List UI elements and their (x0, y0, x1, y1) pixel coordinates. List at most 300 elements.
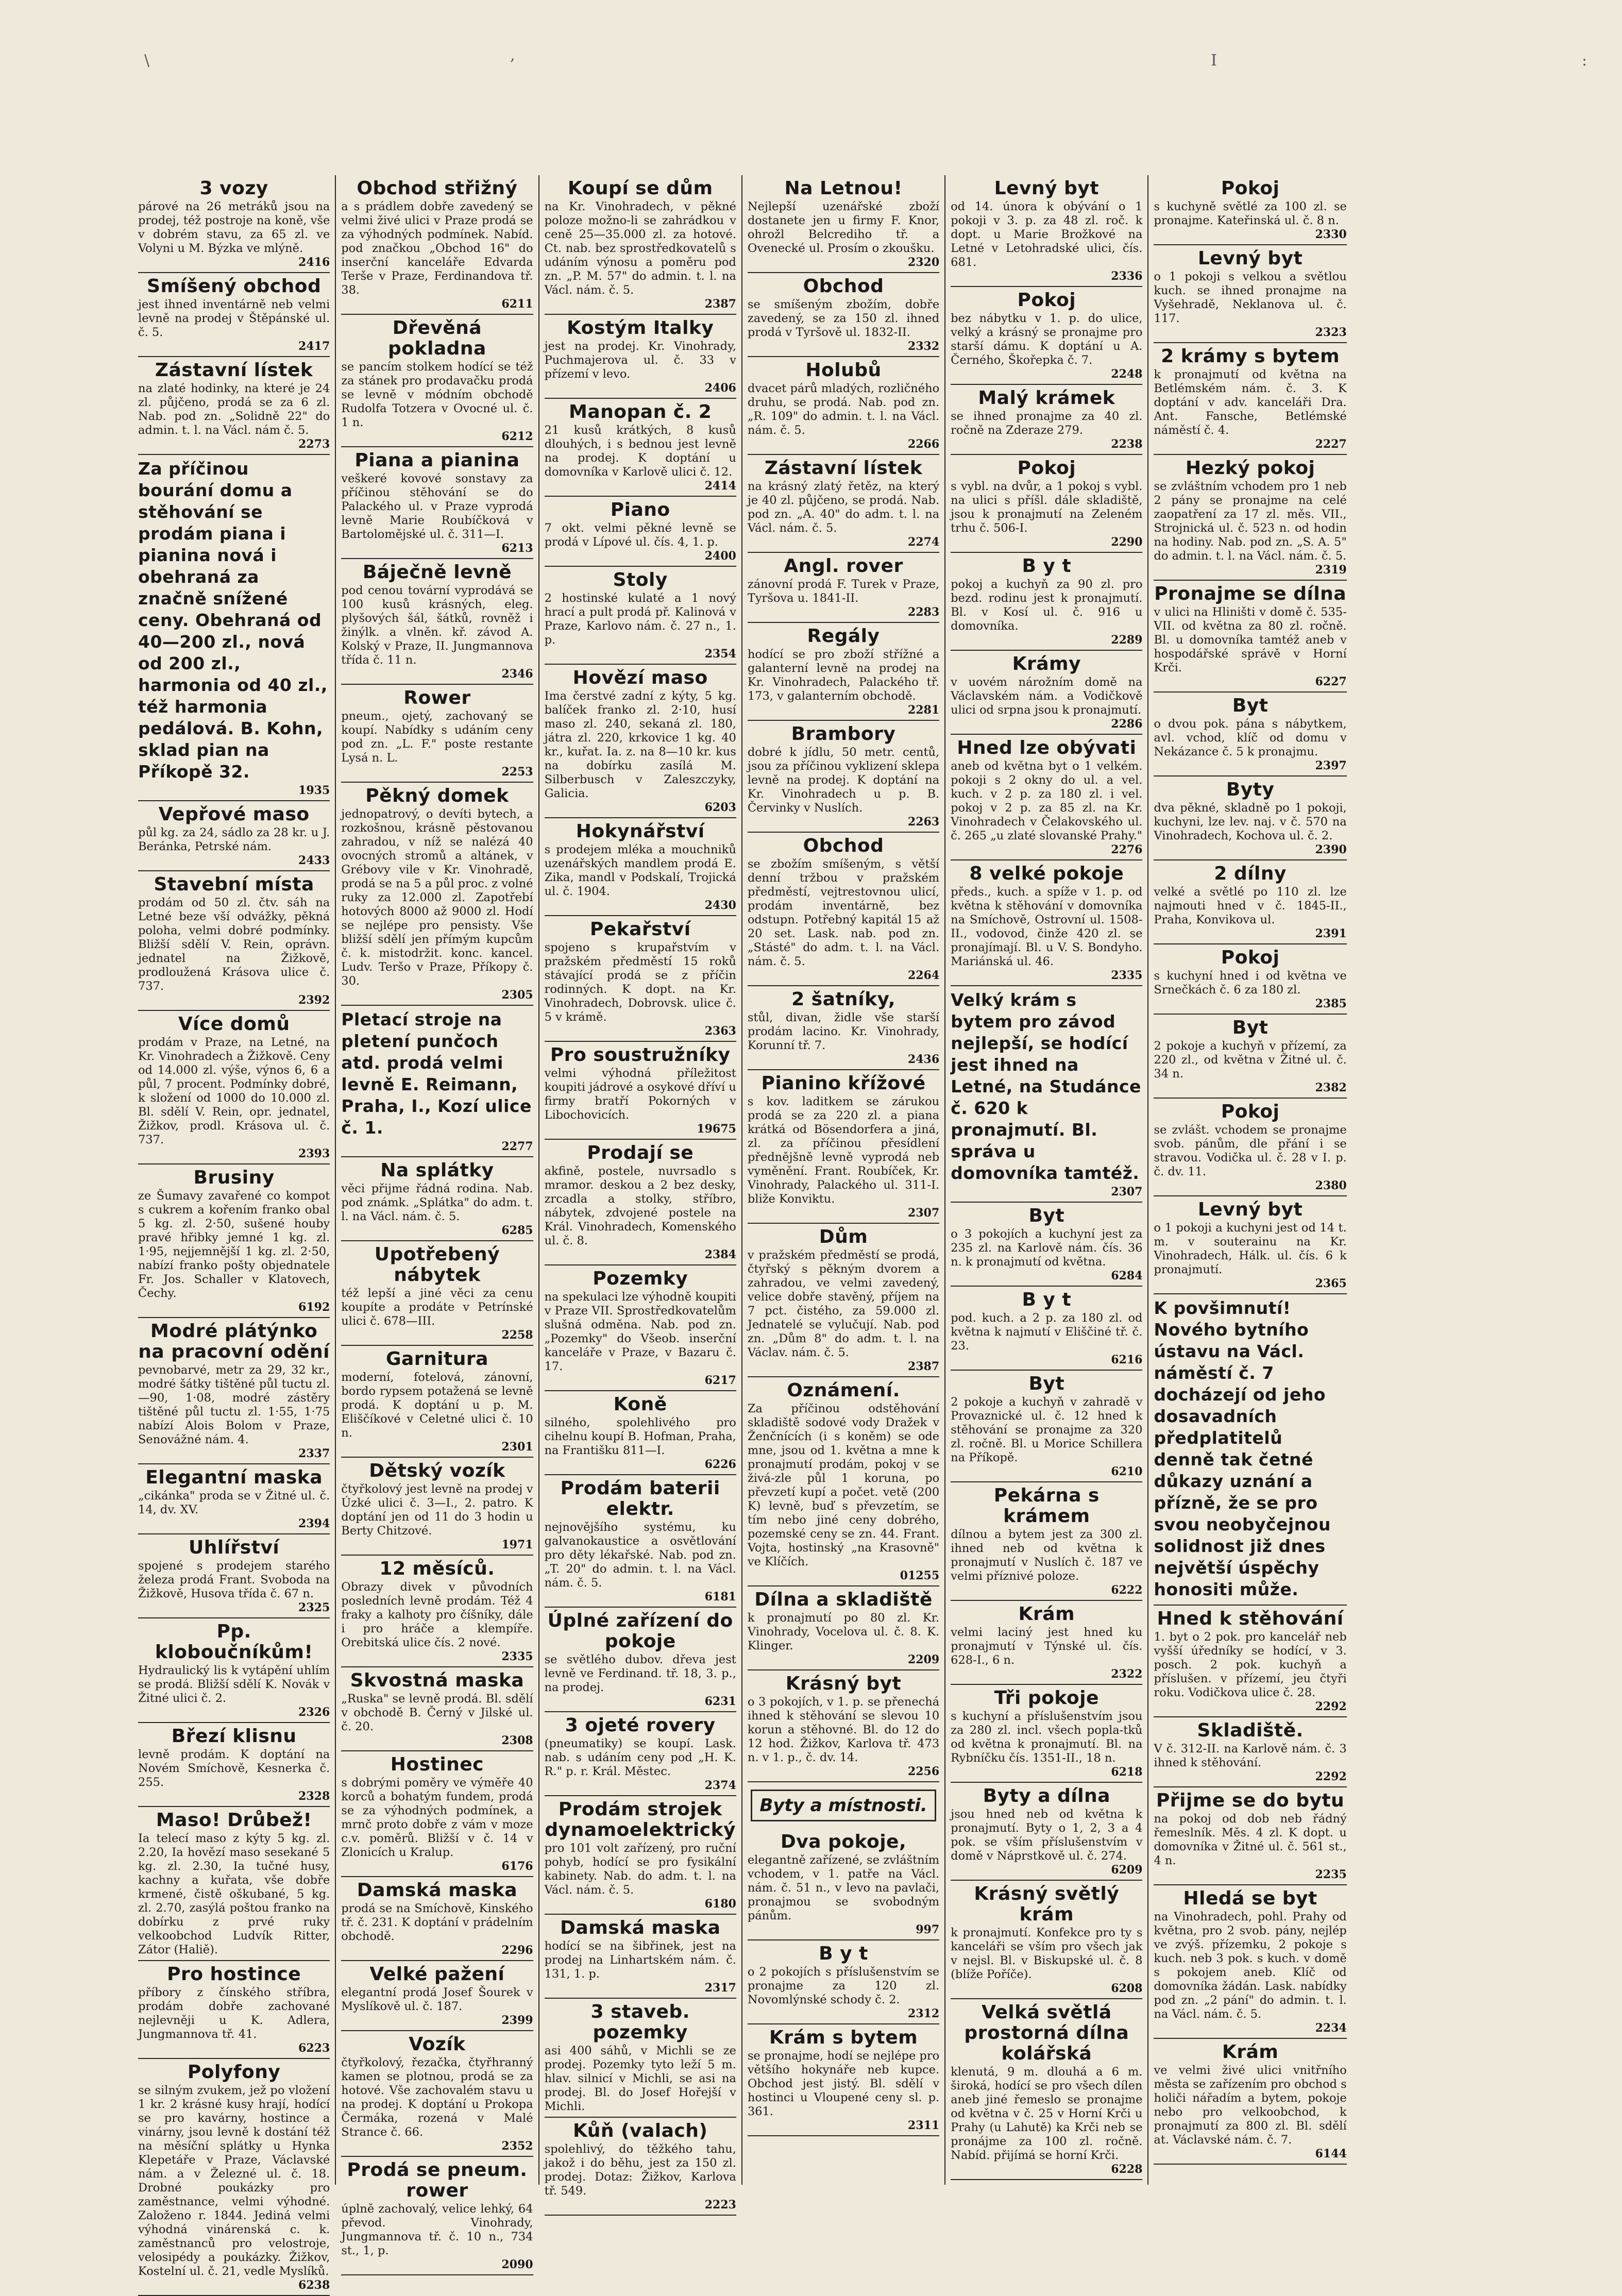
ad-code: 2397 (1315, 759, 1347, 772)
ad-title: Skladiště. (1197, 1720, 1304, 1741)
ad-text: k pronajmutí od května na Betlémském nám. č. 3. K doptání v adv. kanceláři Dra. Ant. Fansche, Betlémské náměstí č. 4. (1154, 368, 1347, 437)
classified-ad (951, 1203, 1142, 1287)
ad-text: aneb od května byt o 1 velkém. pokoji s 2 okny do ul. a vel. kuch. v 2 p. za 180 zl. i vel. pokoj v 2 p. za 85 zl. na Kr. Vinohradech v Čelakovského ul. č. 265 „u zlaté slovanské Prahy." (951, 759, 1143, 842)
classified-ad (1154, 1787, 1346, 1885)
ad-text: na zlaté hodinky, na které je 24 zl. půjčeno, prodá se za 6 zl. Nab. pod zn. „Solidně 22" do admin. t. l. na Václ. nám č. 5. (138, 382, 330, 437)
ad-code: 2286 (1111, 717, 1143, 731)
ad-text: se ihned pronajme za 40 zl. ročně na Zderaze 279. (951, 410, 1143, 437)
ad-title: Holubů (805, 360, 882, 381)
classified-ad (545, 665, 736, 818)
ad-code: 2307 (907, 1206, 940, 1220)
classified-ad (138, 801, 330, 871)
ad-code: 6144 (1315, 2147, 1347, 2160)
ad-code: 6217 (704, 1374, 736, 1387)
classified-ad (951, 1482, 1142, 1601)
ad-code: 2391 (1315, 927, 1347, 940)
ad-text: párové na 26 metráků jsou na prodej, též postroje na koně, vše v dobrém stavu, za 65 zl. ve Volyni u M. Býzka ve mlýně. (138, 200, 330, 255)
ad-text: o dvou pok. pána s nábytkem, avl. vchod, klíč od domu v Nekázance č. 5 k pronajmu. (1154, 717, 1347, 758)
ad-title: Vepřové maso (158, 804, 310, 825)
ad-code: 2385 (1315, 997, 1347, 1010)
ad-title: Prodám baterii elektr. (560, 1478, 720, 1520)
ad-text: klenutá, 9 m. dlouhá a 6 m. široká, hodící se pro všech dílen aneb jiné řemeslo se pronajme od května v č. 25 v Horní Krči u Prahy (u Lahutě) ka Krči neb se pronájme za 100 zl. ročně. Nabíd. přijímá se horní Krči. (951, 2065, 1143, 2162)
ad-code: 2263 (907, 815, 940, 829)
ad-title: Velká světlá prostorná dílna kolářská (964, 2002, 1129, 2064)
ad-code: 2325 (298, 1601, 330, 1614)
classified-ad (951, 175, 1142, 287)
ad-code: 2330 (1315, 228, 1347, 241)
ad-text: „cikánka" proda se v Žitné ul. č. 14, dv. XV. (138, 1489, 330, 1516)
ad-title: Úplné zařízení do pokoje (547, 1610, 733, 1652)
ad-text: se zvlášt. vchodem se pronajme svob. pánům, dle přání i se stravou. Vodička ul. č. 28 v I. p. č. dv. 11. (1154, 1123, 1347, 1178)
ad-title: Kůň (valach) (573, 2120, 708, 2141)
ad-title: Na splátky (380, 1160, 494, 1181)
ad-code: 2336 (1111, 269, 1143, 283)
ad-code: 2346 (501, 667, 533, 681)
ad-code: 2374 (704, 1779, 736, 1792)
ad-code: 2258 (501, 1328, 533, 1342)
ad-title: Byty (1226, 779, 1275, 800)
ad-text: čtyřkolový jest levně na prodej v Úzké ulici č. 3—I., 2. patro. K doptání jen od 11 do 3 hodin u Berty Chitzové. (341, 1482, 533, 1538)
classified-ad (341, 685, 533, 783)
ad-text: veškeré kovové sonstavy za příčinou stěhování se do Palackého ul. v Praze vyprodá levně Marie Roubíčková v Bartolomějské ul. č. 311—I. (341, 472, 533, 541)
ad-code: 2387 (907, 1360, 940, 1373)
ad-code: 2283 (907, 605, 940, 619)
ad-text: zánovní prodá F. Turek v Praze, Tyršova u. 1841-II. (747, 578, 940, 605)
classified-ad (545, 1796, 736, 1915)
classified-ad (341, 1241, 533, 1346)
classified-ad (341, 1877, 533, 1961)
classified-ad (341, 1556, 533, 1667)
section-heading: Byty a místnosti. (751, 1789, 936, 1821)
classified-ad (1154, 860, 1346, 944)
ad-text: půl kg. za 24, sádlo za 28 kr. u J. Beránka, Petrské nám. (138, 826, 330, 853)
ad-text: v uovém nárožním domě na Václavském nám. a Vodičkově ulici od srpna jsou k pronajmutí. (951, 676, 1143, 717)
classified-ad (138, 1961, 330, 2059)
ad-text: prodám v Praze, na Letné, na Kr. Vinohradech a Žižkově. Ceny od 14.000 zl. výše, výnos 6, 6 a půl, 7 procent. Podmínky dobré, k složení od 1000 do 10.000 zl. Bl. sdělí V. Rein, opr. jednatel, Žižkov, prodl. Krásova ul. č. 737. (138, 1036, 330, 1146)
ad-text: se zbožím smíšeným, s větší denní tržbou v pražském předměstí, vejtrestovnou ulicí, prodám inventárně, bez odstupn. Potřebný kapitál 15 až 20 set. Lask. nab. pod zn. „Stásté" do adm. t. l. na Václ. nám. č. 5. (747, 857, 940, 968)
ad-text: s kuchyní a příslušenstvím jsou za 280 zl. incl. všech popla-tků od května k pronajmutí. Bl. na Rybníčku čís. 1351-II., 18 n. (951, 1710, 1143, 1765)
ad-text: Obrazy divek v původních posledních levně prodám. Též 4 fraky a kalhoty pro číšníky, dále i pro hráče a klempíře. Orebitská ulice čís. 2 nové. (341, 1580, 533, 1649)
ad-text: k pronajmutí. Konfekce pro ty s kanceláři se vším pro všech jak v nejsl. Bl. v Biskupské ul. č. 8 (blíže Poříče). (951, 1926, 1143, 1981)
classified-ad (748, 357, 939, 455)
classified-ad (545, 497, 736, 567)
ad-title: Obchod (803, 835, 884, 856)
ad-code: 2238 (1111, 437, 1143, 451)
ad-text: ve velmi živé ulici vnitřního města se zařízením pro obchod s holiči nářadím a bytem, pokoje nebo pro velkoobchod, k pronajmutí za 800 zl. Bl. sdělí at. Václavské nám. č. 7. (1154, 2064, 1347, 2147)
column-5 (945, 175, 1148, 2185)
ad-text: jednopatrový, o devíti bytech, a rozkošnou, krásně pěstovanou zahradou, v níž se nalézá 40 ovocných stromů a altánek, v Grébovy vile v Kr. Vinohradě, prodá se na 5 a půl proc. z volné ruky za 12.000 zl. Zapotřebí hotových 8000 až 9000 zl. Hodí se nejlépe pro pensisty. Vše bližší sdělí jen přímým kupcům č. k. mistodržit. konc. kancel. Ludv. Teršo v Praze, Příkopy č. 30. (341, 807, 533, 988)
classified-ad (138, 1618, 330, 1723)
ad-text: se pancím stolkem hodící se též za stánek pro prodavačku prodá se levně v módním obchodě Rudolfa Totzera v Ovocné ul. č. 1 n. (341, 360, 533, 429)
ad-title: Byt (1028, 1205, 1065, 1226)
ad-title: Garnitura (385, 1348, 488, 1370)
scan-mark-3: I (1211, 52, 1217, 70)
ad-title: Krásný byt (785, 1673, 902, 1694)
ad-code: 2256 (907, 1765, 940, 1778)
ad-title: Stoly (613, 569, 668, 590)
ad-code: 6218 (1111, 1765, 1143, 1779)
ad-code: 2209 (907, 1653, 940, 1666)
ad-text: na krásný zlatý řetěz, na který je 40 zl. půjčeno, se prodá. Nab. pod zn. „A. 40" do adm. t. l. na Václ. nám. č. 5. (747, 480, 940, 535)
ad-code: 2430 (704, 899, 736, 912)
ad-code: 2296 (501, 1944, 533, 1957)
column-3 (539, 175, 742, 2211)
ad-title: Pekárna s krámem (993, 1485, 1100, 1527)
ad-text: s kov. laditkem se zárukou prodá se za 220 zl. a piana krátká od Bösendorfera a jiná, zl. za příčinou přesídlení přednějšně levně vyprodá neb vyměnění. Frant. Roubíček, Kr. Vinohrady, Palackého ul. 311-I. bliže Konviktu. (747, 1095, 940, 1206)
classified-ad (1154, 944, 1346, 1015)
ad-title: Vozík (409, 2034, 466, 2055)
ad-text: akfině, postele, nuvrsadlo s mramor. deskou a 2 bez desky, zrcadla a stolky, stříbro, nábytek, zdvojené postele na Král. Vinohradech, Komenského ul. č. 8. (544, 1164, 736, 1247)
ad-title: Oznámení. (787, 1380, 900, 1401)
ad-code: 6285 (501, 1224, 533, 1237)
ad-title: Pro soustružníky (550, 1044, 731, 1066)
ad-code: 6227 (1315, 675, 1347, 688)
ad-code: 2235 (1315, 1868, 1347, 1881)
ad-title: Za příčinou bourání domu a stěhování se prodám piana i pianina nová i obehraná za značně snížené ceny. Obehraná od 40—200 zl., nová od 200 zl., harmonia od 40 zl., též harmonia pedálová. B. Kohn, sklad pian na Příkopě 32. (138, 459, 328, 782)
ad-text: od 14. února k obývání o 1 pokoji v 3. p. za 48 zl. roč. k dopt. u Marie Brožkové na Letné v Letohradské ulici, čís. 681. (951, 200, 1143, 269)
ad-code: 2319 (1315, 563, 1347, 577)
ad-text: bez nábytku v 1. p. do ulice, velký a krásný se pronajme pro starší dámu. K doptání u A. Černého, Škořepka č. 7. (951, 312, 1143, 367)
classified-ad (1154, 1099, 1346, 1196)
classified-ad (951, 1881, 1142, 1999)
classified-ad (748, 1586, 939, 1670)
classified-ad (748, 623, 939, 721)
ad-text: nejnovějšího systému, ku galvanokaustice a osvětlování pro děty lékařské. Nab. pod zn. „T. 20" do admin. t. l. na Václ. nám. č. 5. (544, 1521, 736, 1590)
ad-title: Pěkný domek (365, 785, 509, 806)
ad-title: Krásný světlý krám (974, 1883, 1120, 1925)
ad-title: Velké pažení (369, 1964, 505, 1985)
ad-code: 01255 (900, 1569, 940, 1582)
ad-text: 2 pokoje a kuchyň v přízemí, za 220 zl., od května v Žitné ul. č. 34 n. (1154, 1039, 1347, 1081)
ad-title: Hned lze obývati (957, 737, 1137, 758)
ad-title: Pozemky (593, 1268, 688, 1289)
ad-text: čtyřkolový, řezačka, čtyřhranný kamen se plotnou, prodá se za hotové. Vše zachovalém stavu u na prodej. K doptání u Prokopa Čermáka, rozená v Malé Strance č. 66. (341, 2056, 533, 2139)
ad-title: Pokoj (1221, 947, 1280, 968)
ad-title: Regály (807, 626, 880, 647)
ad-code: 2266 (907, 437, 940, 451)
classified-ad (545, 315, 736, 399)
ad-text: pevnobarvé, metr za 29, 32 kr., modré šátky tištěné půl tuctu zl. —90, 1·08, modré zástěry tištěné půl tuctu zl. 1·55, 1·75 nabízí Alois Bolom v Praze, Senovážné nám. 4. (138, 1363, 330, 1446)
ad-text: a s prádlem dobře zavedený se velmi živé ulici v Praze prodá se za výhodných podmínek. Nabíd. pod značkou „Obchod 16" do inserční kanceláře Edvarda Terše v Praze, Ferdinandova tř. 38. (341, 200, 533, 297)
ad-title: Pokoj (1221, 178, 1280, 199)
ad-text: asi 400 sáhů, v Michli se ze prodej. Pozemky tyto leží 5 m. hlav. silnicí v Michli, se asi na prodej. Bl. do Josef Hořejší v Michli. (544, 2044, 736, 2113)
ad-text: hodící se na šibřinek, jest na prodej na Linhartském nám. č. 131, 1. p. (544, 1939, 736, 1981)
ad-title: 2 dílny (1214, 863, 1287, 884)
classified-ad (1154, 175, 1346, 245)
classified-ad (951, 1371, 1142, 1482)
ad-title: Polyfony (187, 2062, 281, 2083)
ad-title: Elegantní maska (145, 1467, 323, 1488)
ad-title: Krámy (1012, 653, 1081, 674)
classified-ad (138, 1464, 330, 1534)
classified-ad (341, 783, 533, 1006)
ad-text: se světlého dubov. dřeva jest levně ve Ferdinand. tř. 18, 3. p., na prodej. (544, 1653, 736, 1694)
ad-title: Březí klisnu (171, 1726, 297, 1747)
ad-code: 2305 (501, 988, 533, 1002)
ad-code: 2307 (1111, 1185, 1143, 1198)
ad-title: Levný byt (1197, 248, 1303, 269)
ad-title: Koně (613, 1394, 667, 1415)
classified-ad (341, 2157, 533, 2275)
ad-code: 2312 (907, 2007, 940, 2020)
ad-title: Krám (1222, 2041, 1279, 2063)
ad-text: silného, spolehlivého pro cihelnu koupí B. Hofman, Praha, na Františku 811—I. (544, 1416, 736, 1457)
ad-text: 7 okt. velmi pěkné levně se prodá v Lípové ul. čís. 4, 1. p. (544, 521, 736, 549)
classified-ad (341, 1157, 533, 1241)
ad-text: 21 kusů krátkých, 8 kusů dlouhých, i s bednou jest levně na prodej. K doptání u domovníka v Karlově ulici č. 12. (544, 424, 736, 479)
ad-title: Báječně levně (362, 562, 512, 583)
classified-ad (1154, 245, 1346, 343)
classified-ad (748, 833, 939, 986)
ad-text: „Ruska" se levně prodá. Bl. sdělí v obchodě B. Černý v Jilské ul. č. 20. (341, 1692, 533, 1733)
ad-text: jest ihned inventárně neb velmi levně na prodej v Štěpánské ul. č. 5. (138, 298, 330, 339)
ad-text: prodám od 50 zl. čtv. sáh na Letné beze vší odvážky, pěkná poloha, velmi dobré podmínky. Bližší sdělí V. Rein, oprávn. jednatel na Žižkově, prodloužená Krásova ulice č. 737. (138, 896, 330, 993)
ad-text: elegantně zařízené, se zvláštním vchodem, v 1. patře na Václ. nám. č. 51 n., v levo na pavlači, pronajmou se svobodným pánům. (747, 1853, 940, 1922)
ad-title: 3 staveb. pozemky (590, 2001, 690, 2043)
ad-text: velmi laciný jest hned ku pronajmutí v Týnské ul. čís. 628-I., 6 n. (951, 1626, 1143, 1667)
ad-title: Byt (1028, 1373, 1065, 1394)
ad-code: 2234 (1315, 2021, 1347, 2035)
ad-text: pneum., ojetý, zachovaný se koupí. Nabídky s udáním ceny pod zn. „L. F." poste restante Lysá n. L. (341, 710, 533, 765)
ad-code: 2436 (907, 1053, 940, 1066)
ad-code: 2277 (501, 1140, 533, 1153)
ad-title: Krám (1018, 1603, 1075, 1625)
ad-code: 2223 (704, 2198, 736, 2211)
classified-ad (545, 175, 736, 315)
ad-title: Angl. rover (784, 555, 903, 577)
classified-ad (545, 818, 736, 916)
ad-text: prodá se na Smíchově, Kinského tř. č. 231. K doptání v prádelním obchodě. (341, 1902, 533, 1943)
ad-text: příbory z čínského stříbra, prodám dobře zachované nejlevněji u K. Adlera, Jungmannova tř. 41. (138, 1986, 330, 2041)
classified-ad (341, 315, 533, 447)
ad-code: 2390 (1315, 843, 1347, 856)
ad-text: k pronajmutí po 80 zl. Kr. Vinohrady, Vocelova ul. č. 8. K. Klinger. (747, 1611, 940, 1652)
ad-text: 2 hostinské kulaté a 1 nový hrací a pult prodá př. Kalinová v Praze, Karlovo nám. č. 27 n., 1. p. (544, 592, 736, 647)
ad-title: Na Letnou! (784, 178, 903, 199)
ad-code: 6210 (1111, 1465, 1143, 1478)
ad-title: Dva pokoje, (780, 1831, 907, 1852)
ad-code: 2292 (1315, 1770, 1347, 1783)
classified-ad (341, 1346, 533, 1458)
ad-title: Koupí se dům (567, 178, 713, 199)
ad-code: 6222 (1111, 1583, 1143, 1597)
ad-text: dobré k jídlu, 50 metr. centů, jsou za příčinou vyklizení sklepa levně na prodej. K doptání na Kr. Vinohradech u p. B. Červinky v Nuslích. (747, 746, 940, 815)
ad-code: 2090 (501, 2258, 533, 2271)
ad-code: 2400 (704, 549, 736, 563)
ad-code: 6216 (1111, 1353, 1143, 1366)
ad-code: 2352 (501, 2139, 533, 2153)
classified-ad (748, 1224, 939, 1377)
ad-code: 6208 (1111, 1982, 1143, 1995)
ad-code: 2406 (704, 381, 736, 395)
ad-code: 2311 (907, 2119, 940, 2132)
ad-text: dvacet párů mladých, rozličného druhu, se prodá. Nab. pod zn. „R. 109" do admin. t. l. na Václ. nám. č. 5. (747, 382, 940, 437)
ad-text: pokoj a kuchyň za 90 zl. pro bezd. rodinu jest k pronajmutí. Bl. v Kosí ul. č. 916 u domovníka. (951, 578, 1143, 633)
ad-title: Pronajme se dílna (1154, 583, 1346, 604)
ad-code: 2392 (298, 993, 330, 1007)
ad-code: 2433 (298, 854, 330, 867)
ad-text: spojené s prodejem starého železa prodá Frant. Svoboda na Žižkově, Husova třída č. 67 n. (138, 1559, 330, 1600)
ad-code: 2323 (1315, 326, 1347, 339)
classified-ad (951, 651, 1142, 735)
classified-ad (748, 1070, 939, 1224)
ad-code: 2363 (704, 1024, 736, 1038)
ad-text: pro 101 volt zařízený, pro ruční pohyb, hodící se pro fysikální kabinety. Nab. do adm. t. l. na Václ. nám. č. 5. (544, 1842, 736, 1897)
ad-text: o 2 pokojích s příslušenstvím se pronajme za 120 zl. Novomlýnské schody č. 2. (747, 1965, 940, 2006)
ad-text: o 3 pokojích, v 1. p. se přenechá ihned k stěhování se slevou 10 korun a stěhovné. Bl. do 12 do 12 hod. Žižkov, Karlova tř. 473 n. v 1. p., č. dv. 14. (747, 1695, 940, 1764)
classified-ad (951, 986, 1142, 1203)
ad-title: B y t (819, 1943, 868, 1964)
ad-code: 19675 (697, 1122, 736, 1136)
classified-ad (1154, 581, 1346, 693)
classified-ad (341, 1667, 533, 1751)
ad-title: Brusiny (193, 1167, 275, 1188)
classified-ad (748, 1377, 939, 1586)
ad-code: 2289 (1111, 633, 1143, 647)
classified-ad (951, 860, 1142, 986)
ad-code: 2227 (1315, 437, 1347, 451)
ad-code: 2393 (298, 1147, 330, 1160)
classified-ad (341, 1751, 533, 1877)
ad-text: se smíšeným zbožím, dobře zavedený, se za 150 zl. ihned prodá v Tyršově ul. 1832-II. (747, 298, 940, 339)
ad-code: 2399 (501, 2014, 533, 2027)
ad-code: 6176 (501, 1860, 533, 1873)
classified-ad (138, 1164, 330, 1318)
classified-ad (545, 567, 736, 665)
ad-text: předs., kuch. a spíže v 1. p. od května k stěhování v domovníka na Smíchově, Ostrovní ul. 1508-II., vodovod, činže 420 zl. se pronajímají. Bl. u V. S. Bondyho. Mariánská ul. 46. (951, 885, 1143, 968)
ad-title: Dílna a skladiště (754, 1589, 933, 1610)
ad-code: 6203 (704, 801, 736, 814)
ad-text: spojeno s krupařstvím v pražském předměstí 15 roků stávající prodá se z příčin rodinných. K dopt. na Kr. Vinohradech, Dobrovsk. ulice č. 5 v krámě. (544, 941, 736, 1024)
ad-code: 2290 (1111, 535, 1143, 549)
ad-text: s vybl. na dvůr, a 1 pokoj s vybl. na ulici s příšl. dále skladiště, jsou k pronajmutí na Zeleném trhu č. 506-I. (951, 480, 1143, 535)
classified-ad (545, 1608, 736, 1712)
classified-ad (341, 559, 533, 685)
ad-text: se silným zvukem, jež po vložení 1 kr. 2 krásné kusy hrají, hodící se pro kavárny, hostince a vinárny, jsou levně k dostání též na měsíční splátky u Hynka Klepetáře v Praze, Václavské nám. a v Železné ul. č. 18. Drobné poukázky pro zaměstnance, velmi výhodné. Založeno r. 1844. Jediná velmi výhodná vinárenská c. k. zaměstnanců pro velostroje, velosipédy a poukázky. Žižkov, Kostelní ul. č. 21, vedle Myslíků. (138, 2084, 330, 2278)
ad-text: Hydraulický lis k vytápění uhlím se prodá. Bližší sdělí K. Novák v Žitné ulici č. 2. (138, 1664, 330, 1705)
ad-title: Dřevěná pokladna (388, 317, 486, 359)
ad-text: spolehlivý, do těžkého tahu, jakož i do běhu, jest za 150 zl. prodej. Dotaz: Žižkov, Karlova tř. 549. (544, 2142, 736, 2198)
ad-text: V č. 312-II. na Karlově nám. č. 3 ihned k stěhování. (1154, 1742, 1347, 1769)
ad-code: 2335 (1111, 969, 1143, 982)
ad-text: v pražském předměstí se prodá, čtyřský s pěkným dvorem a zahradou, ve velmi zavedený, velice dobře stavěný, příjem na 7 pct. čistého, za 59.000 zl. Jednatelé se vylučují. Nab. pod zn. „Dům 8" do adm. t. l. na Václav. nám. č. 5. (747, 1248, 940, 1359)
scan-mark-4: : (1582, 52, 1587, 70)
classified-ad (748, 1829, 939, 1940)
classified-ad (951, 1287, 1142, 1371)
classified-ad (951, 385, 1142, 455)
ad-title: B y t (1022, 555, 1072, 577)
classified-ad (545, 1999, 736, 2118)
ad-title: Levný byt (1197, 1199, 1303, 1220)
classified-ad (545, 1391, 736, 1475)
classified-ad (1154, 693, 1346, 776)
classified-ads-page (133, 175, 1555, 2292)
ad-text: s dobrými poměry ve výměře 40 korců a bohatým fundem, prodá se za výhodných podmínek, a mrnč proto dobře z vám v moze c.v. poměrů. Bližší v č. 14 v Zlonicích u Kralup. (341, 1776, 533, 1859)
ad-text: hodící se pro zboží střížné a galanterní levně na prodej na Kr. Vinohradech, Palackého tř. 173, v galanterním obchodě. (747, 648, 940, 703)
ad-code: 2387 (704, 297, 736, 311)
classified-ad (951, 735, 1142, 860)
ad-code: 6181 (704, 1590, 736, 1603)
ad-code: 2332 (907, 340, 940, 353)
classified-ad (748, 455, 939, 553)
ad-title: Kostým Italky (567, 317, 714, 339)
classified-ad (138, 273, 330, 357)
ad-title: Hovězí maso (572, 667, 708, 688)
ad-code: 2320 (907, 256, 940, 269)
ad-code: 2326 (298, 1706, 330, 1719)
ad-title: Byt (1232, 695, 1269, 716)
ad-title: Zástavní lístek (155, 360, 313, 381)
classified-ad (545, 2118, 736, 2216)
ad-title: Malý krámek (978, 387, 1116, 409)
ad-code: 2337 (298, 1447, 330, 1460)
ad-title: Damská maska (560, 1917, 721, 1938)
classified-ad (341, 2031, 533, 2157)
ad-text: na Kr. Vinohradech, v pěkné poloze možno-li se zahrádkou v ceně 25—35.000 zl. za hotové. Ct. nab. bez sprostředkovatelů s udáním výnosu a poměru pod zn. „P. M. 57" do admin. t. l. na Václ. nám. č. 5. (544, 200, 736, 297)
ad-text: v ulici na Hliništi v domě č. 535-VII. od května za 80 zl. ročně. Bl. u domovníka tamtéž aneb v hospodářské správě v Horní Krči. (1154, 605, 1347, 674)
ad-code: 6192 (298, 1301, 330, 1314)
ad-code: 6238 (298, 2278, 330, 2292)
ad-code: 2253 (501, 765, 533, 779)
ad-text: levně prodám. K doptání na Novém Smíchově, Kesnerka č. 255. (138, 1748, 330, 1789)
ad-title: Pekařství (589, 919, 691, 940)
classified-ad (341, 1458, 533, 1556)
classified-ad (748, 175, 939, 273)
column-2 (336, 175, 539, 2271)
classified-ad (1154, 343, 1346, 455)
classified-ad (951, 553, 1142, 651)
ad-text: též lepší a jiné věci za cenu koupíte a prodáte v Petrínské ulici č. 678—III. (341, 1287, 533, 1328)
ad-code: 1971 (501, 1538, 533, 1551)
ad-code: 2384 (704, 1248, 736, 1261)
classified-ad (138, 175, 330, 273)
ad-title: Rower (403, 687, 471, 708)
ad-title: Maso! Drůbež! (156, 1810, 312, 1831)
ad-title: K povšimnutí! Nového bytního ústavu na Václ. náměstí č. 7 docházejí od jeho dosavadních předplatitelů denně tak četné důkazy uznání a přízně, že se pro svou neobyčejnou solidnost již dnes největší úspěchy honositi může. (1154, 1298, 1331, 1599)
ad-title: Velký krám s bytem pro závod nejlepší, se hodící jest ihned na Letné, na Studánce č. 620 k pronajmutí. Bl. správa u domovníka tamtéž. (951, 990, 1141, 1183)
ad-text: Ia telecí maso z kýty 5 kg. zl. 2.20, Ia hovězí maso sesekané 5 kg. zl. 2.30, Ia tučné husy, kachny a kuřata, vše dobře krmené, čistě oškubané, 5 kg. zl. 2.70, zasýlá poštou franko na dobírku z prvé ruky velkoobchod Ludvík Ritter, Zátor (Haliě). (138, 1832, 330, 1956)
ad-title: 2 krámy s bytem (1161, 346, 1340, 367)
classified-ad (138, 455, 330, 801)
classified-ad (1154, 1294, 1346, 1606)
ad-text: na Vinohradech, pohl. Prahy od května, pro 2 svob. pány, nejlép ve zvýš. přízemku, 2 pokoje s kuch. neb 3 pok. s kuch. v domě s pokojem aneb. Klíč od domovníka žádán. Lask. nabídky pod zn. „2 pání" do admin. t. l. na Václ. nám. č. 5. (1154, 1910, 1347, 2021)
classified-ad (1154, 1606, 1346, 1717)
column-1 (133, 175, 336, 2292)
ad-title: Hned k stěhování (1157, 1608, 1344, 1629)
ad-text: věci přijme řádná rodina. Nab. pod známk. „Splátka" do adm. t. l. na Václ. nám. č. 5. (341, 1182, 533, 1223)
ad-title: Pianino křížové (761, 1073, 926, 1094)
classified-ad (1154, 776, 1346, 860)
ad-code: 2281 (907, 703, 940, 717)
ad-code: 2264 (907, 969, 940, 982)
ad-code: 6213 (501, 542, 533, 555)
ad-title: Pletací stroje na pletení punčoch atd. prodá velmi levně E. Reimann, Praha, I., Kozí ulice č. 1. (341, 1009, 532, 1138)
classified-ad (138, 1723, 330, 1807)
classified-ad (748, 273, 939, 357)
classified-ad (951, 1999, 1142, 2180)
classified-ad (748, 2024, 939, 2136)
classified-ad (951, 1783, 1142, 1881)
classified-ad (138, 357, 330, 455)
ad-text: 1. byt o 2 pok. pro kancelář neb vyšší úředníky se hodící, v 3. posch. 2 pok. kuchyň a příslušen. v přízemí, jeu čtyři roku. Vodičkova ulice č. 28. (1154, 1630, 1347, 1699)
ad-title: Obchod střižný (357, 178, 518, 199)
ad-text: pod cenou tovární vyprodává se 100 kusů krásných, eleg. plyšových šál, šátků, rovněž i žinýlk. a vlněn. kř. závod A. Kolský v Praze, II. Jungmannova třída č. 11 n. (341, 584, 533, 667)
ad-text: velmi výhodná příležitost koupiti jádrové a osykové dříví u firmy bratří Pokorných v Libochovicích. (544, 1067, 736, 1122)
ad-title: Prodají se (587, 1142, 694, 1163)
classified-ad (138, 2059, 330, 2296)
ad-code: 2380 (1315, 1179, 1347, 1192)
classified-ad (138, 1318, 330, 1464)
